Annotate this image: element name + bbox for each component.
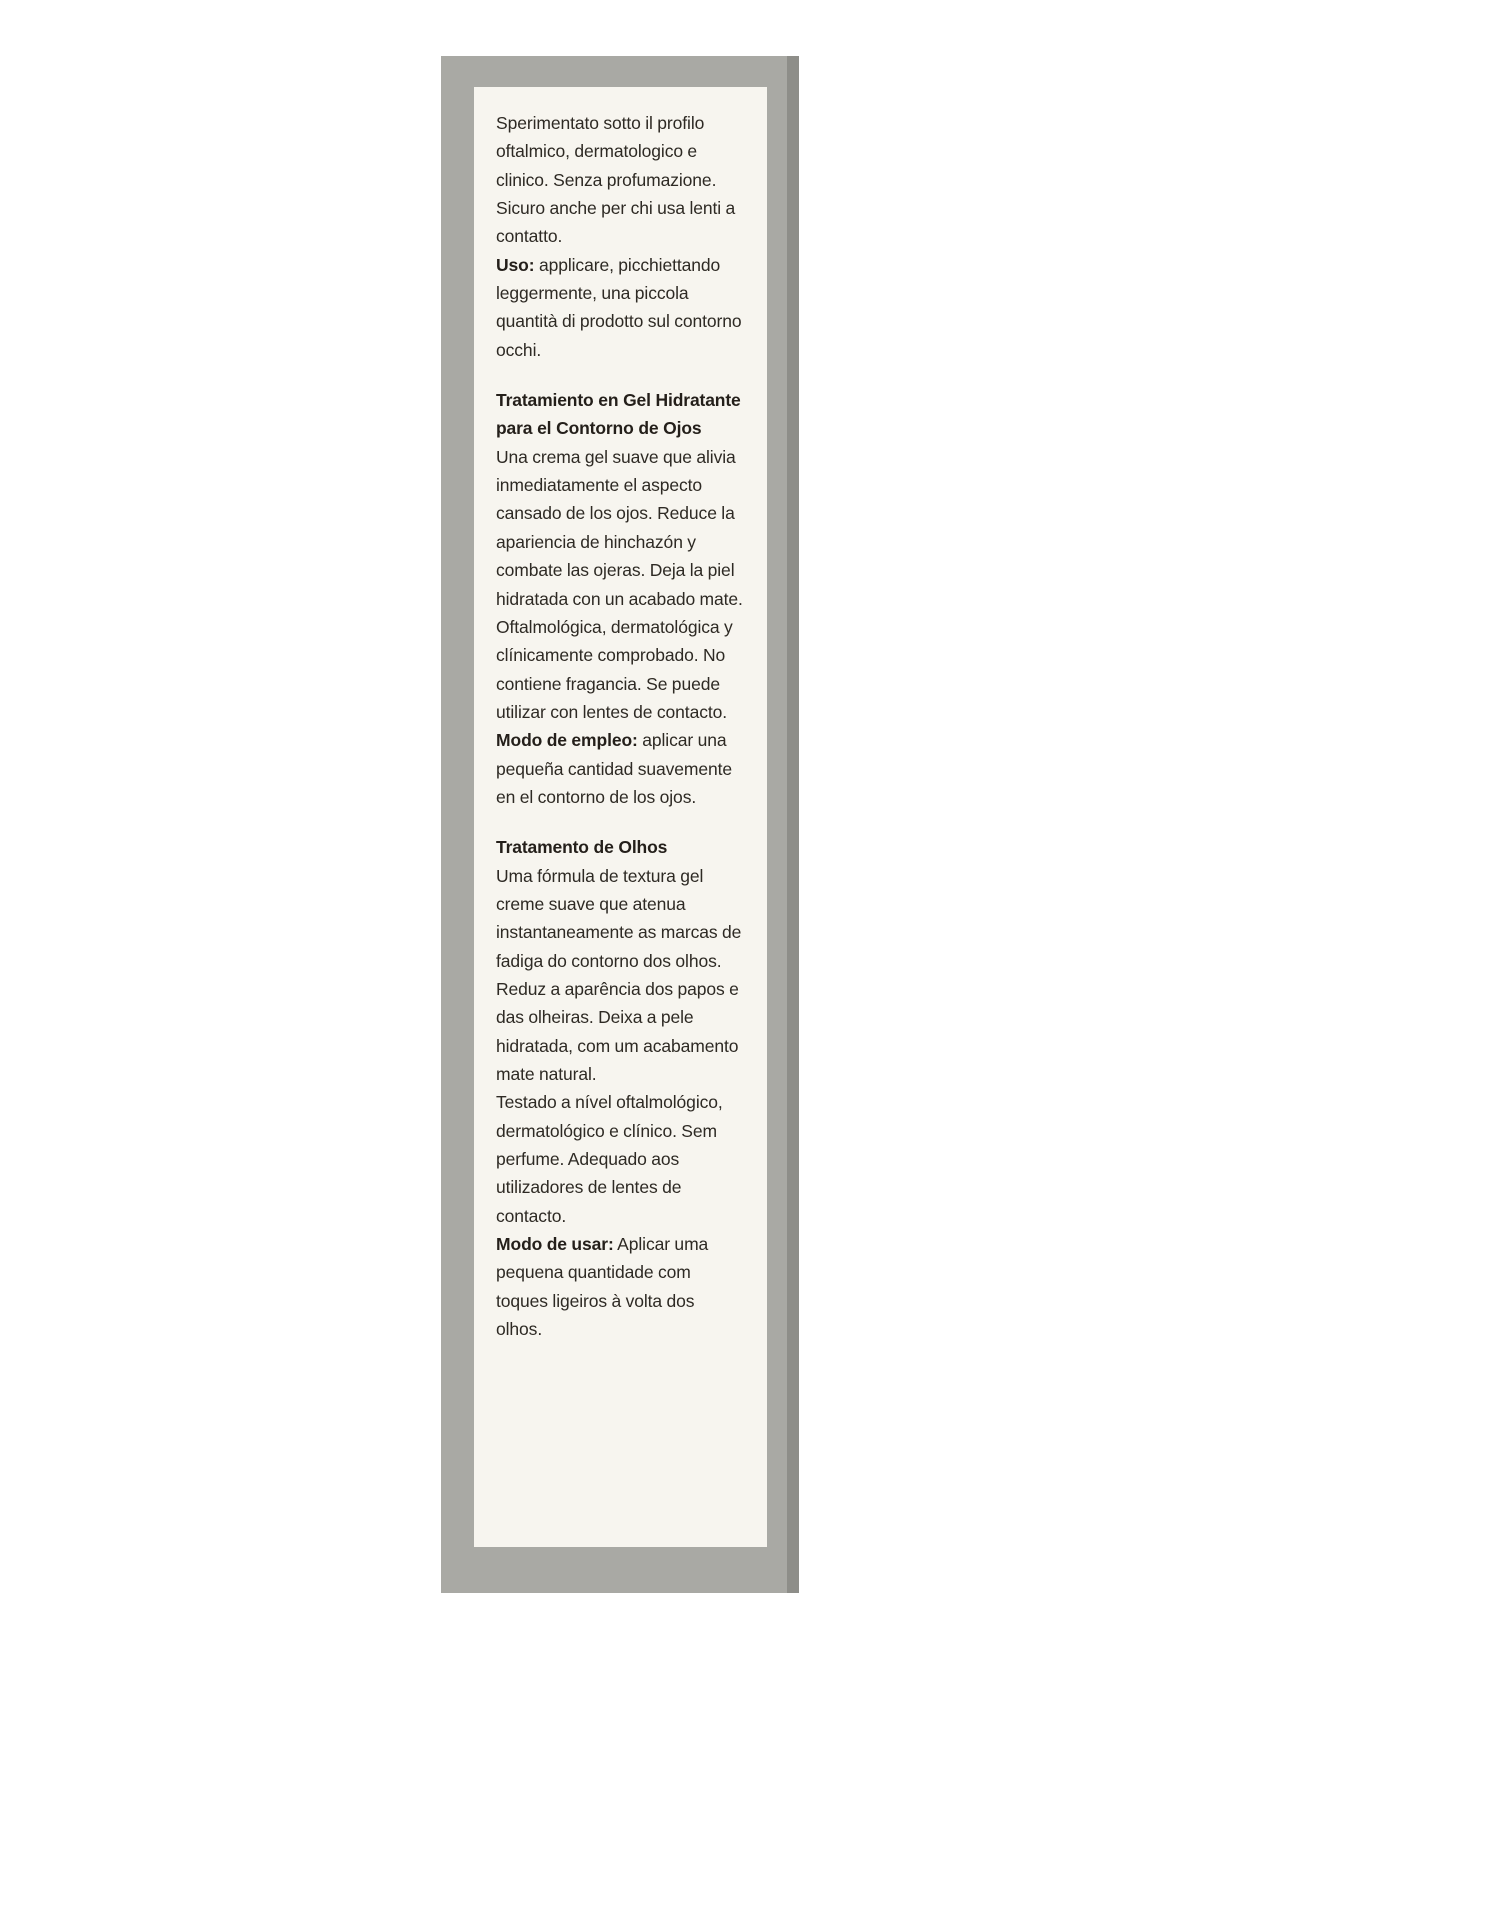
spanish-usage-label: Modo de empleo: [496,730,638,751]
portuguese-body-text-1: Uma fórmula de textura gel creme suave que atenua instantaneamente as marcas de fadiga do contorno dos olhos. Reduz a aparência dos papos e das olheiras. Deixa a pele hidratada, com um acabamento mate natural. [496,865,742,1084]
label-section-italian [496,109,743,364]
italian-usage-label: Uso: [496,254,535,275]
italian-usage-paragraph [496,251,743,364]
italian-body-text: Sperimentato sotto il profilo oftalmico, dermatologico e clinico. Senza profumazione. Sicuro anche per chi usa lenti a contatto. [496,113,736,247]
portuguese-usage-paragraph [496,1230,743,1343]
spanish-body-text-2: Oftalmológica, dermatológica y clínicamente comprobado. No contiene fragancia. Se puede utilizar con lentes de contacto. [496,616,733,722]
italian-usage-text: applicare, picchiettando leggermente, una piccola quantità di prodotto sul contorno occhi. [496,254,742,360]
portuguese-usage-label: Modo de usar: [496,1234,614,1255]
portuguese-usage-text: Aplicar uma pequena quantidade com toques ligeiros à volta dos olhos. [496,1234,709,1340]
spanish-usage-paragraph [496,726,743,811]
portuguese-heading: Tratamento de Olhos [496,837,668,858]
spanish-heading: Tratamiento en Gel Hidratante para el Contorno de Ojos [496,390,741,439]
label-section-spanish [496,386,743,811]
spanish-body-text-1: Una crema gel suave que alivia inmediatamente el aspecto cansado de los ojos. Reduce la apariencia de hinchazón y combate las ojeras. Deja la piel hidratada con un acabado mate. [496,446,743,609]
label-section-portuguese [496,833,743,1343]
spanish-usage-text: aplicar una pequeña cantidad suavemente en el contorno de los ojos. [496,730,733,807]
product-carton [441,56,799,1593]
product-label-panel [474,87,767,1547]
portuguese-body-text-2: Testado a nível oftalmológico, dermatológico e clínico. Sem perfume. Adequado aos utilizadores de lentes de contacto. [496,1092,723,1226]
